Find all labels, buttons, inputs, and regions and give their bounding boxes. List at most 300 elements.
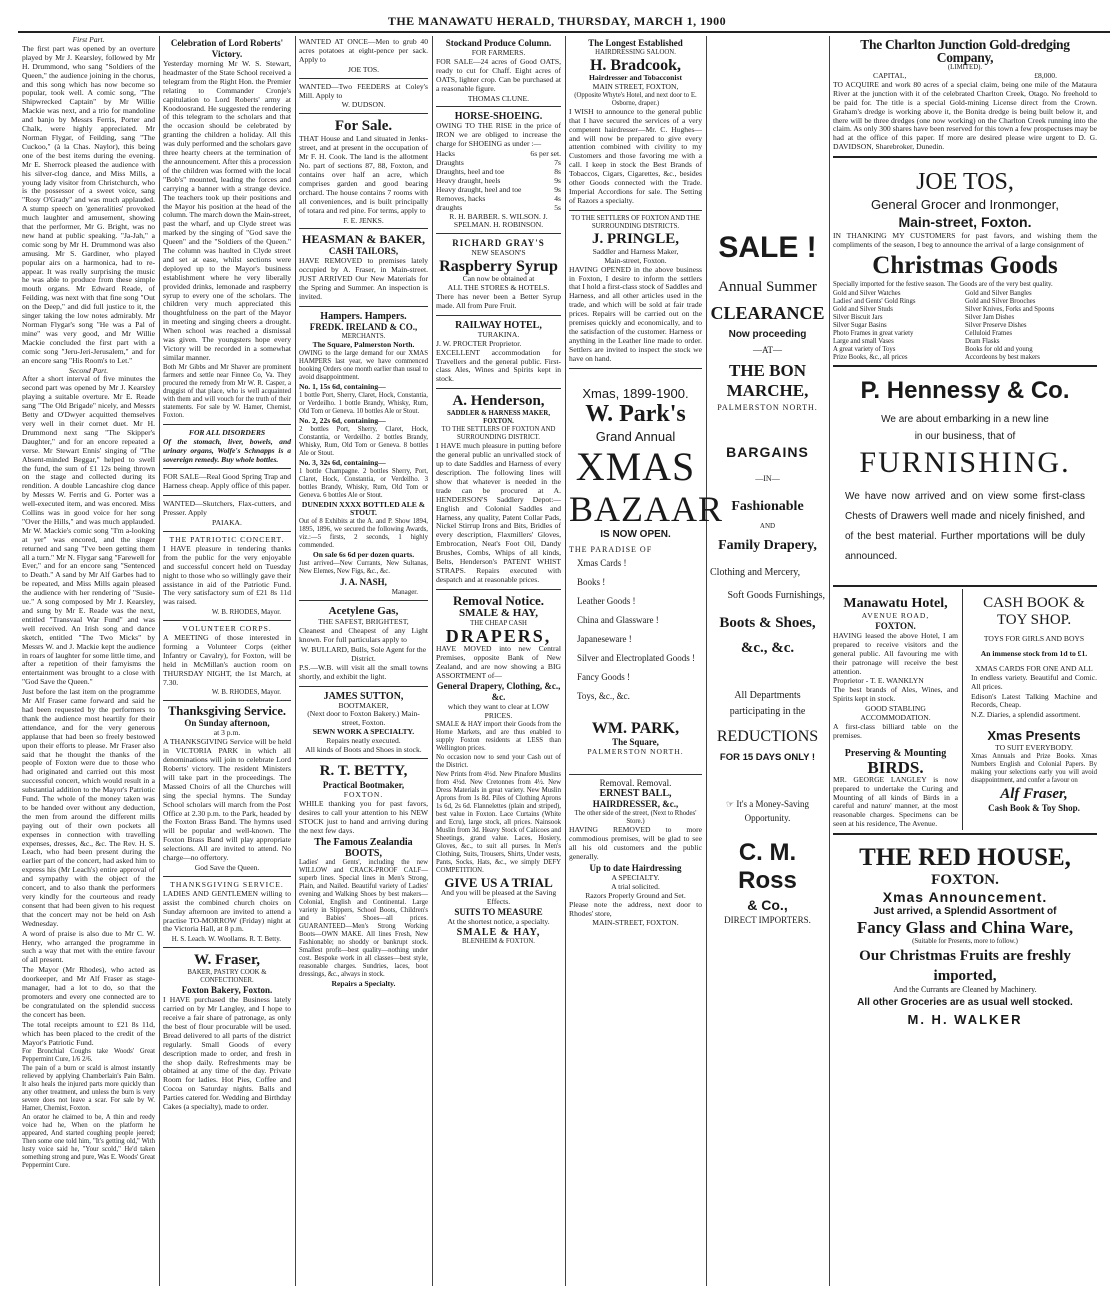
advert-body: Specially imported for the festive season. The Goods are of the very best quality. [833, 280, 1053, 288]
advert-body: Edison's Latest Talking Machine and Records, Cheap. [971, 691, 1097, 710]
goods-item: Silver Preserve Dishes [965, 321, 1027, 329]
advert-body: I WISH to announce to the general public that I have secured the services of a very competent hairdresser—Mr. C. Hughes—and will now be prepared to give every attention combined with civility to my Customers and those favoring me with a call. I keep in stock the Best Brands of Tobaccos, Cigars, Cigarettes, &c., besides other Goods connected with the Trade. Imperial Accordions for sale. The Setting of Razors a specialty. [569, 106, 702, 205]
advert-body: HAVING leased the above Hotel, I am prepared to receive visitors and the general public. All favouring me with their patronage will receive the best attention. [833, 630, 958, 676]
advert-name: FREDK. IRELAND & CO., [309, 321, 418, 332]
price-value: 5s [554, 202, 561, 212]
advert-railway-hotel [436, 318, 561, 389]
advert-specialty: SEWN WORK A SPECIALTY. [312, 727, 415, 737]
bazaar-item: Fancy Goods ! [577, 672, 630, 683]
column-rule [829, 36, 830, 1286]
advert-name: ERNEST BALL, [599, 788, 672, 800]
article-paragraph: A word of praise is also due to Mr C. W. Henry, who arranged the programme in such a way that met with the entire favour of all present. [22, 928, 155, 965]
advert-name: J. A. NASH, [340, 577, 387, 588]
advert-place: MAIN STREET, FOXTON, [592, 81, 679, 91]
bazaar-item: Leather Goods ! [577, 596, 636, 607]
advert-body: MR. GEORGE LANGLEY is now prepared to undertake the Curing and Mounting of all kinds of Birds in a careful and nature' manner, at the most reasonable charges. Specimens can be seen at his residence, The Avenue. [833, 774, 958, 829]
advert-subheading: TOYS FOR GIRLS AND BOYS [983, 633, 1085, 643]
advert-note: (Suitable for Presents, more to follow.) [912, 938, 1018, 946]
advert-product: Christmas Goods [872, 251, 1058, 279]
sale-departments: All Departments participating in the [729, 690, 806, 718]
notice-thanksgiving-service [163, 703, 291, 877]
column-advertisements-b [436, 36, 561, 1286]
advert-henderson-saddler [436, 391, 561, 590]
article-celebration [163, 36, 291, 425]
hamper-option: No. 2, 22s 6d, containing— [299, 415, 386, 425]
advert-price: On sale 6s 6d per dozen quarts. [312, 550, 415, 560]
advert-subheading: Practical Bootmaker, [322, 779, 405, 790]
advert-place: FOXTON. [343, 789, 384, 799]
advert-body: HAVE REMOVED to premises lately occupied by A. Fraser, in Main-street. JUST ARRIVED Our New Materials for the Spring and Summer. An inspection is invited. [299, 256, 428, 302]
advert-body: EXCELLENT accommodation for Travellers and the general public. First-class Ales, Wines and Spirits kept in stock. [436, 347, 561, 384]
goods-item: Ladies' and Gents' Gold Rings [833, 297, 916, 305]
sale-title: CLEARANCE [710, 303, 825, 323]
advert-heading: CASH BOOK & TOY SHOP. [983, 594, 1085, 628]
advert-subheading: THE CHEAP CASH [470, 619, 527, 627]
advert-signature: Manager. [391, 588, 418, 597]
advert-callout: GIVE US A TRIAL [444, 875, 553, 891]
advert-body: A trial solicited. [611, 881, 660, 891]
advert-body: And you will be pleased at the Saving Effects. [440, 888, 557, 907]
advert-status: IS NOW OPEN. [600, 528, 671, 540]
advert-body: HAVE MOVED into new Central Premises, opposite Bank of New Zealand, and are now showing a BIG ASSORTMENT of— [436, 643, 561, 680]
advert-pair [833, 589, 1097, 835]
advert-name: SMALE & HAY, [456, 926, 541, 938]
advert-signature: F. E. JENKS. [343, 215, 384, 225]
advert-body: All kinds of Boots and Shoes in stock. [305, 745, 422, 755]
column-advertisements-c [569, 36, 724, 1286]
advert-body: And the Currants are Cleaned by Machinery. [893, 985, 1037, 995]
sale-duration: FOR 15 DAYS ONLY ! [719, 752, 816, 764]
goods-item: Gold and Silver Bangles [965, 289, 1032, 297]
advert-subheading: General Grocer and Ironmonger, [871, 197, 1059, 213]
advert-body: There has never been a Better Syrup made. All from Pure Fruit. [436, 292, 561, 310]
article-title: Celebration of Lord Roberts' Victory. [170, 38, 284, 59]
advert-subheading: XMAS CARDS FOR ONE AND ALL [975, 663, 1093, 673]
store-name: THE BON MARCHE, [726, 360, 809, 400]
notice-body: A MEETING of those interested in forming a Volunteer Corps (either Infantry or Cavalry), for Foxton, will be held in McMillan's auction room on THURSDAY NIGHT, the 1st March, at 7.30. [163, 633, 291, 687]
goods-list [833, 290, 1097, 362]
advert-item-list [569, 554, 702, 706]
advert-place: MAIN-STREET, FOXTON. [592, 918, 679, 928]
sale-in: —IN— [755, 473, 780, 483]
column-bon-marche-sale [710, 36, 825, 1286]
advert-heading: Acetylene Gas, [328, 605, 399, 618]
advert-body: ALL THE STORES & HOTELS. [447, 283, 550, 293]
advert-manawatu-hotel [833, 589, 963, 830]
hamper-contents: 1 bottle Champagne. 2 bottles Sherry, Port, Claret, Hock, Constantia, or Verdeilho. 3 bottles Brandy, Whisky, Rum, Old Tom or Geneva. 6 bottles Ale or Stout. [299, 467, 428, 499]
advert-wanted-feeders [299, 81, 428, 115]
advert-heading: Stockand Produce Column. [445, 38, 552, 48]
advert-paragraph: The pain of a burn or scald is almost instantly relieved by applying Chamberlain's Pain Balm. It also heals the injured parts more quickly than any other treatment, and unless the burn is very severe does not leave a scar. For sale by W. Hamer, Chemist, Foxton. [22, 1065, 155, 1113]
advert-place: Cash Book & Toy Shop. [988, 803, 1080, 814]
advert-heading: The Charlton Junction Gold-dredging Company, [860, 37, 1070, 65]
goods-item: Books for old and young [965, 345, 1033, 353]
advert-raspberry-syrup [436, 236, 561, 316]
advert-trap-for-sale [163, 471, 291, 496]
notice-volunteer-corps [163, 623, 291, 701]
article-paragraph: The Mayor (Mr Rhodes), who acted as doorkeeper, and Mr Alf Fraser as stage-manager, had a lot to do, so that the promoters and every one connected are to be congratulated on the splendid success the concert has been. [22, 965, 155, 1019]
goods-item: Large and small Vases [833, 337, 894, 345]
advert-body: WANTED AT ONCE—Men to grub 40 acres potatoes at eight-pence per sack. Apply to [299, 37, 428, 64]
advert-product: Fancy Glass and China Ware, [856, 918, 1074, 938]
advert-body: Just arrived, a Splendid Assortment of [873, 906, 1057, 918]
advert-place: FOXTON. [931, 872, 999, 889]
hamper-option: No. 1, 15s 6d, containing— [299, 381, 386, 391]
article-paragraph: Just before the last item on the programme Mr Alf Fraser came forward and said he had been requested by the performers to thank the audience most heartily for their attendance, and for the very generous applause that had been so freely bestowed upon their efforts to please. Mr Fraser also said that he thought the thanks of the people of Foxton were due to those who had originated and carried out this most successful concert, which would result in a substantial addition to the Mayor's Patriotic Fund. The whole of the money taken was to be handed over without any deduction, the men from around the different mills paying out of their own pockets all expenses in connection with travelling expenses, dresses, &c., &c. The Rev. H. S. Leach, who had been present during the earlier part of the concert, had asked him to express his (Mr Leach's) entire approval of and sympathy with the object of the concert, and to also thank the performers very kindly for the courteous and ready consent that had been given to his request that the concert may not be held on Ash Wednesday. [22, 687, 155, 928]
advert-address: The other side of the street, (Next to Rhodes' Store.) [574, 810, 697, 826]
advert-charlton-gold [833, 36, 1097, 158]
advert-body: Can now be obtained at [462, 274, 535, 284]
advert-place: PALMERSTON NORTH. [587, 747, 684, 757]
goods-list-left [833, 290, 965, 362]
advert-body: WHILE thanking you for past favors, desires to call your attention to his NEW STOCK just to hand and arriving during the next few days. [299, 798, 428, 835]
advert-signature: W. DUDSON. [341, 100, 386, 110]
advert-heading: A. Henderson, [452, 393, 545, 410]
advert-body: A first-class billiard table on the premises. [833, 721, 958, 740]
advert-subheading: AVENUE ROAD, [861, 610, 930, 620]
advert-place: FOXTON. [875, 620, 916, 631]
column-large-adverts [833, 36, 1097, 1286]
advert-subheading: TO SUIT EVERYBODY. [995, 743, 1073, 753]
price-item: Draughts, heel and toe [436, 166, 505, 176]
advert-body: Xmas Annuals and Prize Books. Xmas Numbers English and Colonial Papers. By making your selections early you will avoid disappointment, and confer a favour on [971, 753, 1097, 785]
advert-body: SMALE & HAY import their Goods from the Home Markets, and are thus enabled to supply Foxton residents at LESS than Wellington prices. [436, 721, 561, 753]
advert-subheading: NEW SEASON'S [471, 248, 526, 258]
advert-smale-hay [436, 592, 561, 949]
notice-subtitle: On Sunday afternoon, [184, 718, 270, 729]
advert-body: At the shortest notice, a specialty. [447, 917, 550, 927]
advert-subheading: HAIRDRESSER, &c., [592, 799, 679, 810]
notice-title: THANKSGIVING SERVICE. [170, 879, 284, 889]
price-item: Removes, hacks [436, 193, 486, 203]
column-concert-report [22, 36, 155, 1286]
advert-name: W. Park's [585, 400, 686, 427]
advert-season: Xmas, 1899-1900. [582, 385, 689, 401]
price-value: 7s [554, 158, 561, 168]
notice-body: LADIES AND GENTLEMEN willing to assist the combined church choirs on Sunday afternoon are invited to attend a practise TO-MORROW (Friday) night at the Victoria Hall, at 8 p.m. [163, 888, 291, 934]
advert-heading: For Sale. [334, 118, 393, 135]
sale-reductions: REDUCTIONS [716, 728, 819, 746]
advert-product: Our Christmas Fruits are freshly imported, [859, 948, 1071, 985]
goods-item: Photo Frames in great variety [833, 329, 914, 337]
goods-item: Gold and Silver Watches [833, 289, 901, 297]
advert-body: N.Z. Diaries, a splendid assortment. [971, 710, 1081, 720]
advert-body: in our business, that of [914, 430, 1016, 442]
advert-body: No occasion now to send your Cash out of the District. [436, 754, 561, 770]
goods-item: Silver Biscuit Jars [833, 313, 883, 321]
section-heading: Second Part. [68, 365, 109, 375]
notice-choir-practise [163, 879, 291, 948]
price-item: draughts [436, 202, 463, 212]
sale-bargains: BARGAINS [726, 443, 809, 460]
advert-name: THE RED HOUSE, [859, 844, 1071, 872]
bazaar-item: Silver and Electroplated Goods ! [577, 653, 695, 664]
advert-price-list: New Prints from 4½d. New Pinafore Muslins from 4½d. New Cretonnes from 4½. New Dress Materials in great variety. New Muslin Aprons from 1s 8d. Piles of Clothing Aprons 1s 6d, 2s 6d. Flannelettes (plain and striped), best value in Foxton. Lace Curtains (White and Ecru), large stock, all prices. Nainsook Muslin from 3d. Heavy Stock of Calicoes and Sheetings, grand value. Laces, Hosiery, Gloves, &c., to suit all purses. In Men's Clothing, Suits, Trousers, Shirts, Under vests, Pants, Socks, Hats, &c., we simply DEFY COMPETITION. [436, 771, 561, 875]
advert-joe-tos [833, 160, 1097, 367]
advert-body: TO ACQUIRE and work 80 acres of a special claim, being one mile of the Mataura River at the junction with it of the celebrated Charlton Creek, Otago. No freehold to be paid for. The title is a special Gold-mining License direct from the Crown. Graham's dredge is working above it, the Bonita dredge is being built below it, and there will be three dredges (one now working) on the Charlton Creek running into the claim. As only 300 shares have been reserved for this town a few prospectuses may be had at the office of this paper. If more are desired please wire urgent to D. G. DAVIDSON, Sharebroker, Dunedin. [833, 79, 1097, 152]
advert-subheading: BAKER, PASTRY COOK & CONFECTIONER. [187, 969, 267, 985]
goods-item: Silver Jam Dishes [965, 313, 1015, 321]
advert-body: IN THANKING MY CUSTOMERS for past favors, and wishing them the compliments of the season, I beg to announce the arrival of a large consignment of [833, 231, 1097, 250]
advert-body: Out of 8 Exhibits at the A. and P. Show 1894, 1895, 1896, we secured the following Awards, viz.:—5 firsts, 2 seconds, 1 highly commended. [299, 518, 428, 550]
advert-body: In endless variety. Beautiful and Comic. All prices. [971, 672, 1097, 691]
advert-heading: The Longest Established [588, 38, 683, 48]
store-place: PALMERSTON NORTH. [717, 402, 818, 412]
advert-title: XMAS [575, 443, 696, 489]
advert-body: Cleanest and Cheapest of any Light known. For full particulars apply to [299, 626, 428, 644]
goods-item: A great variety of Toys [833, 345, 896, 353]
advert-goods: General Drapery, Clothing, &c., &c. [436, 681, 561, 703]
price-value: 9s [554, 184, 561, 194]
goods-item: Prize Books, &c., all prices [833, 353, 908, 361]
advert-name: SMALE & HAY, [459, 606, 538, 619]
notice-title: THE PATRIOTIC CONCERT. [169, 534, 285, 544]
advert-body: I HAVE much pleasure in putting before the general public an unrivalled stock of up to date Saddles and Harness of every description. The following lines will show that whatever is needed in the trade can be procured at A. HENDERSON'S Saddlery Depot:—English and Colonial Saddles and Harness, any quality, Patent Collar Pads, Nickel Stirrup Irons and Bits, Bridles of every description, Flaxmillers' Gloves, Embrocation, Neat's Foot Oil, Dandy Brushes, Combs, Whips of all kinds, Belts, Henderson's PATENT WHIST STRAPS. Repairs executed with despatch and at reasonable prices. [436, 441, 561, 584]
advert-heading: Removal Notice. [453, 592, 544, 608]
advert-house-for-sale [299, 116, 428, 229]
advert-acetylene-gas [299, 603, 428, 686]
advert-address: (Opposite Whyte's Hotel, and next door to E. Osborne, draper.) [574, 91, 697, 107]
advert-subheading: HAIRDRESSING SALOON. [595, 49, 676, 56]
goods-item: Gold and Silver Brooches [965, 297, 1036, 305]
advert-horse-shoeing [436, 109, 561, 234]
advert-body: WANTED—Two FEEDERS at Coley's Mill. Apply to [299, 81, 428, 100]
advert-heading: FOR ALL DISORDERS [188, 427, 266, 437]
advert-signature: JOE TOS. [348, 64, 379, 74]
advert-subheading: Grand Annual [595, 428, 676, 444]
sale-opportunity [710, 797, 825, 825]
advert-ernest-ball [569, 777, 702, 931]
advert-pringle-saddler [569, 213, 702, 369]
advert-heading: Removal. Removal. [599, 778, 672, 789]
column-rule [432, 36, 433, 1286]
sale-opportunity-text: It's a Money-Saving Opportunity. [736, 799, 809, 824]
notice-body: I HAVE pleasure in tendering thanks from the public for the very enjoyable and successful concert held on Tuesday night to those who so willingly gave their assistance in aid of the Patriotic Fund. The very satisfactory sum of £21 8s 11d was raised. [163, 543, 291, 607]
advert-bradcook [569, 36, 702, 211]
advert-wpark-bazaar [569, 371, 724, 776]
price-value: 8s [554, 166, 561, 176]
advert-address: TO THE SETTLERS OF FOXTON AND SURROUNDING DISTRICT. [441, 426, 556, 442]
pointing-hand-icon: ☞ [726, 799, 735, 810]
advert-signature: R. H. BARBER. S. WILSON. J. SPELMAN. H. ROBINSON. [449, 211, 548, 230]
advert-body: The best brands of Ales, Wines, and Spirits kept in stock. [833, 685, 958, 704]
advert-body: OWING to the large demand for our XMAS HAMPERS last year, we have commenced booking Orders one month earlier than usual to avoid disappointment. [299, 349, 428, 381]
advert-heading: HEASMAN & BAKER, [301, 232, 425, 247]
advert-heading: HORSE-SHOEING. [454, 111, 543, 123]
advert-subheading: The Famous Zealandia BOOTS, [314, 836, 413, 859]
notice-signature: W. B. RHODES, Mayor. [211, 688, 281, 697]
advert-subheading: FOR FARMERS. [471, 48, 526, 57]
advert-body: Just arrived—New Currants, New Sultanas, New Elemes, New Figs, &c., &c. [299, 560, 428, 576]
advert-name: Alf Fraser, [1000, 786, 1068, 803]
advert-body: We are about embarking in a new line [881, 413, 1049, 425]
advert-intro: THE PARADISE OF [569, 544, 653, 554]
advert-stock-produce [436, 36, 561, 107]
price-list [436, 150, 561, 212]
advert-body: (Next door to Foxton Bakery.) Main-street, Foxton. [307, 709, 420, 728]
notice-signature: H. S. Leach. W. Woollams. R. T. Betty. [171, 935, 281, 944]
sale-category: Clothing and Mercery, [710, 566, 801, 578]
advert-body: HAVING REMOVED to more commodious premises, will be glad to see all his old customers and the public generally. [569, 825, 702, 861]
notice-signature: W. B. RHODES, Mayor. [211, 608, 281, 617]
advert-subheading: DUNEDIN XXXX BOTTLED ALE & STOUT. [301, 499, 426, 518]
article-paragraph: The first part was opened by an overture played by Mr J. Kearsley, followed by Mr H. Drummond, who sang "Soldiers of the Queen," the audience joining in the chorus, and this song which has now become so popular, took well. A comic song, "The Shipwrecked Captain" by Mr Willie Mackie was next, and a trio for mandoline and banjo by Messrs Ferris, Porter and Chalk, were highly appreciated. Mr Norman Flygar, of Feilding, sang "The Cuckoo," (à la Chas. Naylor), this being one of the best items during the evening. Mr E. Sherrock pleased the audience with his silver-clog dance, and Miss Mills, a young lady visitor from Christchurch, who is the possessor of a sweet voice, sang "Rosy O'Grady" and was much applauded. A stump speech on 'generalities' provoked much laughter and amusement, showing that the performer, Mr G. Bright, was no new hand at public speaking. "Ja-Jah," a comic song by Mr H. Drummond was also amusing. Mr S. Gardiner, who played popular airs on a harmonica, had to re-appear. It was really surprising the music he was able to produce from these simple mouth organs. Mr Edward Reade, of Feilding, was next with that fine song "Out on the Deep," and did full justice to it, the singer taking the low notes admirably. Mr Norman Flygar's song "He was a Pal of mine" was very good, and Mr Willie Mackie concluded the first part with a comic song "Jeru-Jeri-Jerusalem," and for an encore sang "His Room's to Let." [22, 43, 155, 365]
advert-body: I HAVE purchased the Business lately carried on by Mr Langley, and I hope to receive a fair share of patronage, as only the best of flour procurable will be used. Bread delivered to all parts of the district regularly. Small Goods of every description made to order, and fresh in the shop daily. Refreshments may be obtained at any time of the day. Private Room for ladies. Hot Pies, Coffee and Cocoa on Saturday nights. Balls and Parties catered for. Wedding and Birthday Cakes (a specialty), made to order. [163, 995, 291, 1112]
bazaar-item: Toys, &c., &c. [577, 691, 630, 702]
advert-rt-betty [299, 761, 428, 991]
bazaar-item: Books ! [577, 577, 606, 588]
column-rule [565, 36, 566, 1286]
advert-subheading: CASH TAILORS, [328, 246, 399, 257]
advert-subheading: Saddler and Harness Maker, [592, 246, 679, 256]
advert-james-sutton [299, 689, 428, 759]
advert-hennessy-furnishing [833, 369, 1097, 587]
advert-paragraph: For Bronchial Coughs take Woods' Great Peppermint Cure, 1/6 2/6. [22, 1048, 155, 1064]
notice-patriotic-concert [163, 534, 291, 621]
sale-subheading: Annual Summer [718, 279, 817, 295]
advert-schnapps [163, 427, 291, 470]
advert-body: FOR SALE—Real Good Spring Trap and Harness cheap. Apply office of this paper. [163, 472, 291, 491]
store-tagline: DIRECT IMPORTERS. [724, 915, 811, 926]
advert-address: TO THE SETTLERS OF FOXTON AND THE SURROUNDING DISTRICTS. [571, 214, 700, 230]
advert-signature: THOMAS CLUNE. [467, 93, 530, 103]
advert-signature: M. H. WALKER [907, 1012, 1023, 1028]
capital-label: CAPITAL, [873, 71, 907, 80]
sale-category: Family Drapery, [718, 537, 817, 553]
article-paragraph: After a short interval of five minutes the second part was opened by Mr J. Kearsley playing a suitable overture. Mr E. Reade sang "The Old Brigade" nicely, and Messrs Betty and O'Dwyer acquitted themselves very well in their cornet duet. Mr H. Drummond next sang "The Skipper's Daughter," and for an encore repeated a verse. Mr Stewart Ennis' singing of "The Absent-minded Beggar," helped to swell the fund, the sum of £1 12s being thrown on the stage and collected during its rendition. A double Lancashire clog dance by Messrs W. Ferris and G. Porter was a well-executed item, and was encored. Miss Collins was in good voice for her song "Over the Hills," and was much applauded. Mr W. Mackie's comic song "I'm a-looking at yer" was encored, and the singer returned and sang "I've been getting them all a turn." Mr N. Flygar sang "Farewell for Ever," and for an encore sang "Sentenced to Death." A sand by Mr Alf Garbes had to be repeated, and Miss Mills again pleased the audience with her rendering of "Susie-ue." A song composed by Mr J. Kearsley, and sung by Mr E. Reade was the next, entitled "Transvaal War Fund" and was well received. An Irish song and dance sketch, entitled "The Two Micks" by Messrs W. and J. Mackie kept the audience in roars of laughter for some little time, and after a repetition of their famyisms the entertainment was brought to a close with "God Save the Queen." [22, 374, 155, 687]
advert-signature: PAIAKA. [212, 518, 242, 528]
masthead [0, 0, 1114, 30]
advert-name: J. PRINGLE, [591, 230, 680, 247]
advert-wanted-men [299, 36, 428, 79]
advert-cash-book-shop [967, 589, 1097, 830]
advert-callout: SUITS TO MEASURE [454, 907, 543, 918]
store-owner-suffix: & Co., [747, 897, 788, 914]
advert-heading: JAMES SUTTON, [323, 690, 404, 702]
advert-title: BAZAAR [569, 488, 724, 529]
article-paragraph: Yesterday morning Mr W. S. Stewart, headmaster of the State School received a telegram from the Right Hon. the Premier relating to Commander Cronje's capitulation to Lord Roberts' army at Koodoosrand. He suggested the rendering of this telegram to the scholars and that the occasion should be celebrated by granting the children a holiday. All this was duly performed and the scholars gave three hearty cheers at the termination of the announcement. After this a procession of the children was formed with the local "Bob's" mounted, leading the forces and carrying a banner with a strange device. The teachers took up their positions and the Mayor his position at the head of the column. The march down the Main-street, past the wharf, and up Clyde street was marked by the singing of "God save the Queen" and the "Soldiers of the Queen." The column was haulted in Clyde street and set at ease, whilst sections were deployed up to the Mayor's business establishment where he very liberally provided drinks, lemonade and raspberry syrup to every one of the scholars. The children very much appreciated this thoughtfulness on the part of the Mayor in meeting and singing cheers a drought. When school was reached a dismissal was given. The youngsters hope every Victory will be recorded in a somewhat similar manner. [163, 59, 291, 362]
sale-category: Boots & Shoes, [719, 615, 816, 632]
price-value: 6s per set. [530, 149, 561, 159]
sale-at: —AT— [753, 344, 782, 355]
bazaar-item: Japaneseware ! [577, 634, 632, 645]
advert-subheading: THE SAFEST, BRIGHTEST, [318, 617, 409, 627]
advert-name: JOE TOS, [916, 169, 1014, 196]
newspaper-title: THE MANAWATU HERALD, THURSDAY, MARCH 1, 1900 [387, 14, 727, 28]
capital-amount: £8,000. [1034, 71, 1057, 80]
advert-place: The Square, Palmerston North. [312, 339, 415, 349]
price-value: 9s [554, 175, 561, 185]
advert-heading: RICHARD GRAY'S [452, 238, 545, 249]
advert-heading: Xmas Announcement. [882, 889, 1048, 906]
advert-body: THAT House and Land situated in Jenks-street, and at present in the occupation of Mr F. H. Cook. The land is the allotment No. part of sections 87, 88, Foxton, and contains over half an acre, which comprises garden and good bearing orchard. The house contains 7 rooms with all conveniences, and is built principally of totara and red pine. For terms, apply to [299, 134, 428, 215]
goods-item: Silver Sugar Basins [833, 321, 887, 329]
sale-status: Now proceeding [728, 329, 807, 340]
advert-heading: W. Fraser, [194, 952, 260, 969]
goods-list-right [965, 290, 1097, 362]
advert-body: Razors Properly Ground and Set. [585, 890, 686, 900]
advert-heading: Xmas Presents [987, 728, 1081, 744]
sale-heading: SALE ! [718, 231, 817, 264]
goods-item: Accordeons by best makers [965, 353, 1040, 361]
advert-body: FOR SALE—24 acres of Good OATS, ready to cut for Chaff. Eight acres of OATS, lighter crop. Can be purchased at a reasonable figure. [436, 56, 561, 93]
advert-subheading: (LIMITED). [947, 64, 983, 71]
advert-body: WANTED—Skutchers, Flax-cutters, and Presser. Apply [163, 499, 291, 518]
advert-closing: Repairs a Specialty. [331, 978, 396, 988]
notice-title: VOLUNTEER CORPS. [182, 624, 272, 634]
column-advertisements-a [299, 36, 428, 1286]
advert-subheading: TURAKINA. [477, 329, 520, 339]
advert-place: Foxton Bakery, Foxton. [181, 985, 273, 996]
advert-body: OWING TO THE RISE in the price of IRON we are obliged to increase the charge for SHOEING as under :— [436, 121, 561, 149]
advert-name: Manawatu Hotel, [843, 595, 948, 611]
advert-place: Main-street, Foxton. [898, 214, 1032, 231]
price-item: Draughts [436, 158, 464, 168]
advert-body: All other Groceries are as usual well stocked. [857, 997, 1073, 1009]
advert-place: Main-street, Foxton. [604, 255, 667, 265]
advert-ireland-hampers [299, 309, 428, 601]
masthead-rule [18, 31, 1110, 33]
goods-item: Silver Knives, Forks and Spoons [965, 305, 1055, 313]
notice-title: Thanksgiving Service. [167, 704, 287, 719]
price-item: Heavy draught, heel and toe [436, 184, 522, 194]
advert-verse: An orator he claimed to be, A thin and reedy voice had he, When on the platform he appeared, And started coughing people jeered; Then some one told him, "It's getting old," With lusty voice said he, "Your scold," He'd taken something strong and pure, Was E. Woods' Great Peppermint Cure. [22, 1114, 155, 1170]
advert-proprietor: J. W. PROCTER Proprietor. [436, 338, 522, 348]
advert-name: WM. PARK, [591, 720, 680, 738]
store-owner: C. M. Ross [738, 839, 797, 895]
advert-subheading: MERCHANTS. [341, 332, 386, 340]
column-rule [295, 36, 296, 1286]
advert-subheading: BOOTMAKER, [338, 700, 389, 710]
advert-paragraph: Both Mr Gibbs and Mr Shaver are prominent farmers and settle near Finnee Co, Va. They procured the remedy from Mr W. R. Casper, a druggist of that place, who is well acquainted with them and will vouch for the truth of their statements. For sale by W. Hamer, Chemist, Foxton. [163, 363, 291, 419]
article-paragraph: The total receipts amount to £21 8s 11d, which has been placed to the credit of the Mayor's Patriotic Fund. [22, 1019, 155, 1047]
advert-name: P. Hennessy & Co. [860, 376, 1070, 404]
advert-body: We have now arrived and on view some first-class Chests of Drawers well made and nicely finished, and of the best material. Further mportations will be duly announced. [845, 490, 1085, 562]
advert-signature: W. BULLARD, Bulls, Sole Agent for the District. [300, 644, 427, 663]
sale-and: AND [759, 521, 776, 530]
goods-item: Dram Flasks [965, 337, 1000, 345]
advert-body: Please note the address, next door to Rhodes' store, [569, 899, 702, 918]
advert-specialty: A SPECIALTY. [611, 872, 660, 882]
advert-heading: R. T. BETTY, [319, 762, 408, 779]
goods-item: Celluloid Frames [965, 329, 1013, 337]
section-heading: First Part. [72, 35, 105, 44]
advert-heasman-baker [299, 231, 428, 307]
hamper-option: No. 3, 32s 6d, containing— [299, 457, 386, 467]
advert-product: Raspberry Syrup [439, 258, 558, 276]
advert-place: BLENHEIM & FOXTON. [462, 937, 535, 945]
advert-place: The Square, [612, 737, 659, 748]
advert-body: HAVING OPENED in the above business in Foxton, I desire to inform the settlers that I hold a first-class stock of Saddles and Harness, and all other articles used in the trade, and which will be sold at fair trade prices. Repairs will be carried out on the premises quickly and economically, and to the satisfaction of the customer. Harness or anything in the Leather line made to order. Settlers are invited to inspect the stock we have on hand. [569, 264, 702, 363]
sale-category: Soft Goods Furnishings, [727, 589, 825, 601]
advert-body: An immense stock from 1d to £1. [980, 648, 1088, 658]
advert-role: Hairdresser and Tobacconist [589, 73, 682, 82]
advert-body: Of the stomach, liver, bowels, and urinary organs, Wolfe's Schnapps is a sovereign remedy. Buy whole bottles. [163, 436, 291, 464]
sale-category: &c., &c. [740, 640, 795, 657]
price-value: 4s [554, 193, 561, 203]
advert-callout: Up to date Hairdressing [589, 862, 682, 873]
sale-category: Fashionable [731, 498, 804, 514]
advert-body: GOOD STABLING ACCOMMODATION. [860, 704, 931, 723]
column-rule [159, 36, 160, 1286]
advert-product: BIRDS. [867, 757, 924, 777]
column-rule [706, 36, 707, 1286]
advert-body: Ladies' and Gents', including the new WILLOW and CRACK-PROOF CALF—superb lines. Special lines in Men's Strong, Plain, and Nailed. Beautiful variety of Ladies' evening and Walking Shoes by best makers—Colonial, English and Continental. Large variety in Slippers, School Boots, Children's and Babies' Shoes—all prices. GUARANTEED—Men's Strong Working Boots—OWN MAKE. All lines Fresh, New Fashionable; no shoddy or bankrupt stock. Smallest profit—best quality—nothing under cost. Bespoke work in all classes—best style, reasonable charges. Sundries, laces, boot dressings, &c., always in stock. [299, 858, 428, 978]
advert-fraser-bakery [163, 950, 291, 1116]
goods-item: Gold and Silver Studs [833, 305, 893, 313]
advert-name: H. Bradcook, [589, 57, 682, 74]
advert-heading: Hampers. Hampers. [320, 310, 407, 322]
